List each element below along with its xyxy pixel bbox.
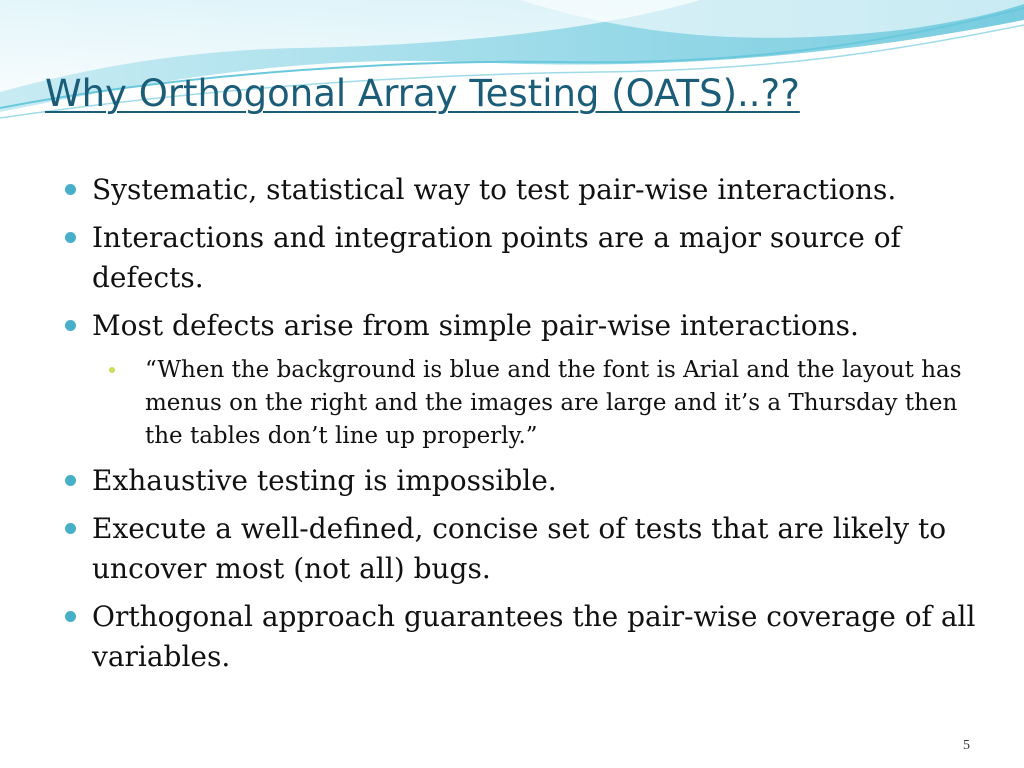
bullet-dot-icon [65,184,76,195]
bullet-item [62,170,992,210]
bullet-item [62,218,992,298]
bullet-text: Exhaustive testing is impossible. [92,464,557,497]
slide-content [62,170,992,685]
sub-bullet-item [62,354,992,453]
bullet-item [62,597,992,677]
bullet-text: Execute a well-defined, concise set of tests that are likely to uncover most (not all) bugs. [92,512,947,585]
page-number: 5 [963,738,970,753]
bullet-text: Orthogonal approach guarantees the pair-wise coverage of all variables. [92,600,976,673]
bullet-item [62,509,992,589]
bullet-text: Systematic, statistical way to test pair-wise interactions. [92,173,897,206]
bullet-dot-icon [65,523,76,534]
bullet-dot-icon [65,611,76,622]
bullet-dot-icon [65,232,76,243]
sub-bullet-dot-icon [109,367,115,373]
bullet-dot-icon [65,475,76,486]
bullet-dot-icon [65,320,76,331]
sub-bullet-text: “When the background is blue and the font is Arial and the layout has menus on the right and the images are large and it’s a Thursday then the tables don’t line up properly.” [145,357,962,449]
bullet-text: Interactions and integration points are a major source of defects. [92,221,901,294]
bullet-item [62,306,992,346]
slide-title: Why Orthogonal Array Testing (OATS)..?? [45,72,800,115]
bullet-text: Most defects arise from simple pair-wise interactions. [92,309,859,342]
bullet-item [62,461,992,501]
